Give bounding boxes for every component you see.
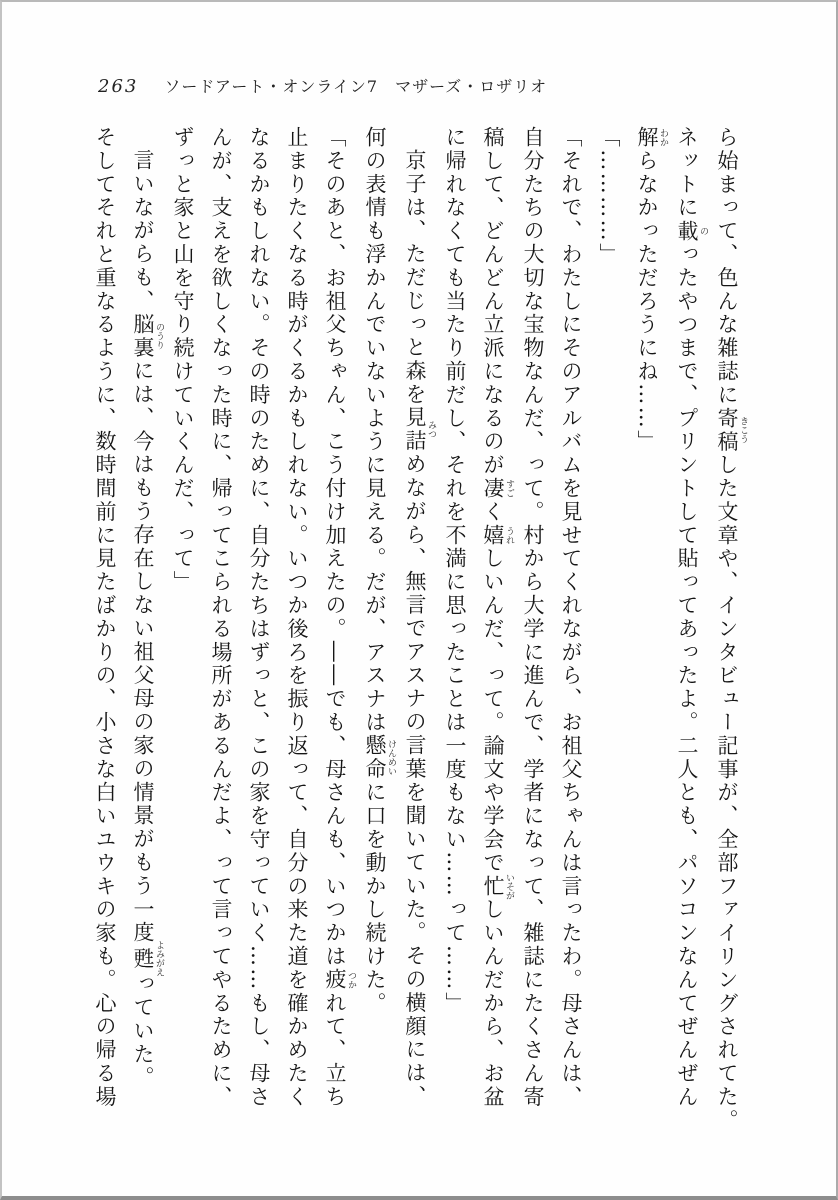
text-line: に帰れなくても当たり前だし、それを不満に思ったことは一度もない……って……」 — [443, 126, 467, 1016]
text-line: 稿して、どんどん立派になるのが凄 すごく嬉 うれしいんだ、って。論文や学会で忙 いそがしいんだから、お盆 — [481, 126, 514, 1109]
text-line: 止まりたくなる時がくるかもしれない。いつか後ろを振り返って、自分の来た道を確かめたく — [285, 126, 309, 1109]
furigana-ruby: 嬉 うれ — [481, 523, 514, 548]
furigana-ruby: 脳裏 のうり — [131, 312, 164, 360]
text-line: 自分たちの大切な宝物なんだ、って。村から大学に進んで、学者になって、雑誌にたくさん寄 — [521, 126, 545, 1109]
text-line: 言いながらも、脳裏 のうりには、今はもう存在しない祖父母の家の情景がもう一度甦 よみがえっていた。 — [131, 149, 164, 1090]
furigana-ruby: 甦 よみがえ — [131, 940, 164, 977]
text-line: 京子は、ただじっと森を見詰 みつめながら、無言でアスナの言葉を聞いていた。その横顔には、 — [403, 149, 436, 1109]
furigana-ruby: 寄稿 きこう — [715, 406, 748, 454]
page-number: 263 — [98, 76, 139, 97]
book-title: ソードアート・オンライン7 マザーズ・ロザリオ — [164, 77, 548, 96]
text-line: ネットに載 のったやつまで、プリントして貼ってあったよ。二人とも、パソコンなんてぜんぜん — [675, 126, 708, 1109]
running-head — [98, 74, 547, 97]
furigana-ruby: 載 の — [675, 219, 708, 244]
text-line: ずっと家と山を守り続けていくんだ、って」 — [171, 126, 195, 594]
text-line: そしてそれと重なるように、数時間前に見たばかりの、小さな白いユウキの家も。心の帰る場 — [93, 126, 117, 1109]
furigana-ruby: 見詰 みつ — [403, 406, 436, 454]
text-line: ら始まって、色んな雑誌に寄稿 きこうした文章や、インタビュー記事が、全部ファイリングされてた。 — [715, 126, 748, 1133]
furigana-ruby: 凄 すご — [481, 477, 514, 501]
text-body — [93, 126, 748, 1144]
furigana-ruby: 解 わか — [635, 126, 668, 150]
text-line: 「それで、わたしにそのアルバムを見せてくれながら、お祖父ちゃんは言ったわ。母さんは、 — [559, 126, 583, 1109]
text-line: んが、支えを欲しくなった時に、帰ってこられる場所があるんだよ、って言ってやるために、 — [209, 126, 233, 1109]
text-line: 「そのあと、お祖父ちゃん、こう付け加えたの。――でも、母さんも、いつかは疲 つかれて、立ち — [323, 126, 356, 1109]
furigana-ruby: 懸命 けんめい — [363, 734, 396, 782]
text-line: 解 わからなかっただろうにね……」 — [635, 126, 668, 454]
furigana-ruby: 疲 つか — [323, 968, 356, 992]
text-line: なるかもしれない。その時のために、自分たちはずっと、この家を守っていく……もし、母さ — [247, 126, 271, 1109]
text-line: 何の表情も浮かんでいないように見える。だが、アスナは懸命 けんめいに口を動かし続けた。 — [363, 126, 396, 1016]
text-line: 「…………」 — [597, 126, 621, 267]
furigana-ruby: 忙 いそが — [481, 873, 514, 901]
